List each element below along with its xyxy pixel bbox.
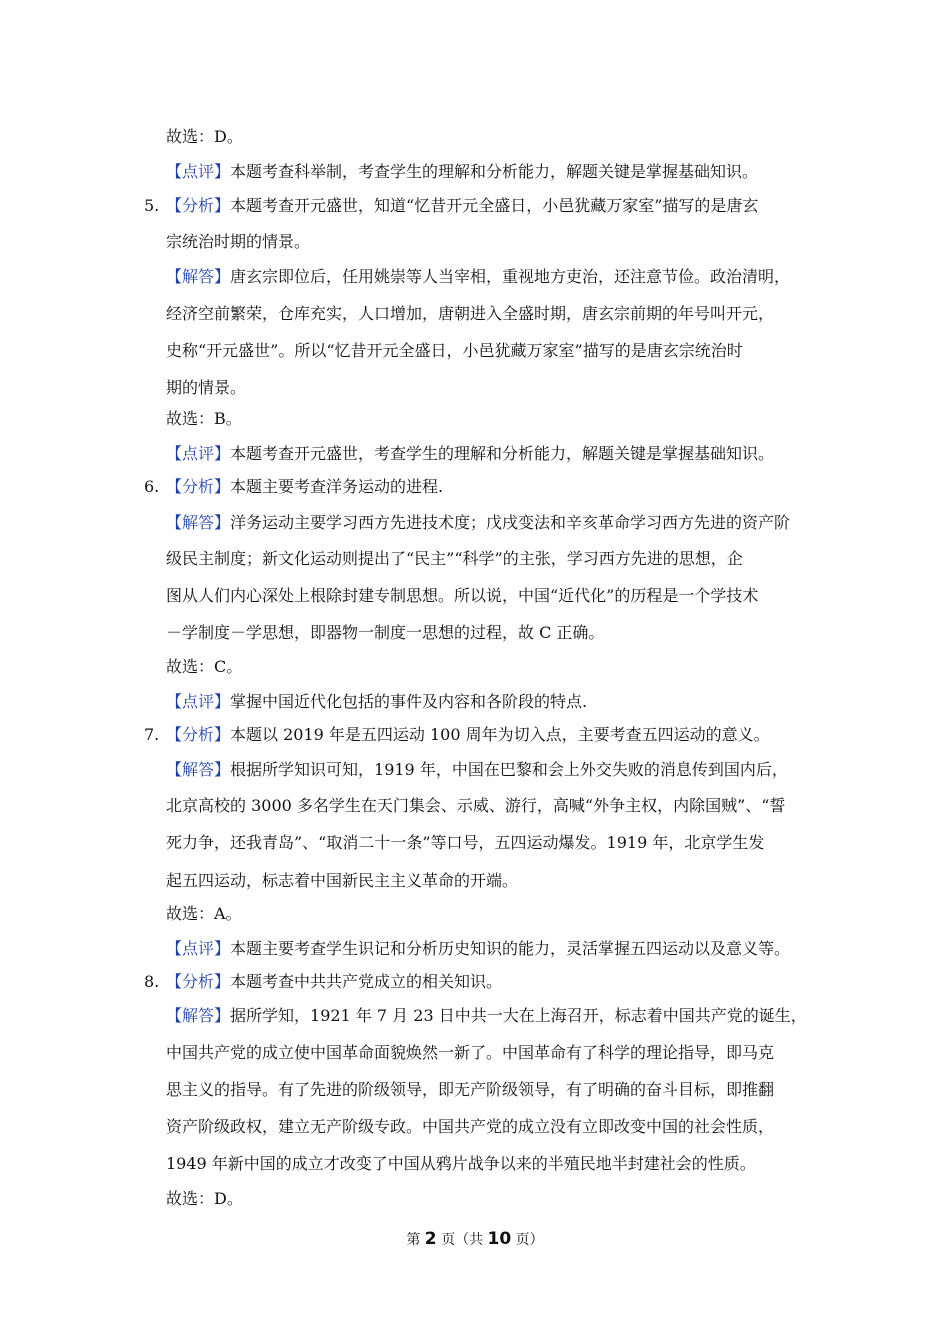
answer-line-5: 【解答】唐玄宗即位后，任用姚崇等人当宰相，重视地方吏治，还注意节俭。政治清明， — [166, 267, 791, 286]
answer-tag: 【解答】 — [166, 760, 231, 779]
question-number-8: 8. — [144, 972, 160, 991]
answer-line-7b: 北京高校的 3000 多名学生在天门集会、示威、游行，高喊“外争主权，内除国贼”、“誓 — [166, 796, 786, 815]
answer-line-6b: 级民主制度；新文化运动则提出了“民主”“科学”的主张，学习西方先进的思想，企 — [166, 549, 743, 568]
answer-line-5d: 期的情景。 — [166, 378, 247, 397]
select-line-6: 故选：C。 — [166, 657, 243, 676]
answer-line-7c: 死力争，还我青岛”、“取消二十一条”等口号，五四运动爆发。1919 年，北京学生发 — [166, 833, 765, 852]
comment-tag: 【点评】 — [166, 444, 231, 463]
answer-line-8e: 1949 年新中国的成立才改变了中国从鸦片战争以来的半殖民地半封建社会的性质。 — [166, 1154, 756, 1173]
answer-line-8: 【解答】据所学知，1921 年 7 月 23 日中共一大在上海召开，标志着中国共产党的诞生， — [166, 1006, 807, 1025]
analysis-line-7: 【分析】本题以 2019 年是五四运动 100 周年为切入点，主要考查五四运动的意义。 — [166, 725, 770, 744]
question-number-6: 6. — [144, 477, 160, 496]
answer-line-8d: 资产阶级政权，建立无产阶级专政。中国共产党的成立没有立即改变中国的社会性质， — [166, 1117, 775, 1136]
answer-line-8b: 中国共产党的成立使中国革命面貌焕然一新了。中国革命有了科学的理论指导，即马克 — [166, 1043, 775, 1062]
answer-line-5b: 经济空前繁荣，仓库充实，人口增加，唐朝进入全盛时期，唐玄宗前期的年号叫开元， — [166, 304, 775, 323]
page-number: 2 — [424, 1229, 437, 1249]
answer-line-6: 【解答】洋务运动主要学习西方先进技术度；戊戌变法和辛亥革命学习西方先进的资产阶 — [166, 513, 791, 532]
select-line-7: 故选：A。 — [166, 904, 242, 923]
analysis-line-6: 【分析】本题主要考查洋务运动的进程. — [166, 477, 444, 496]
analysis-tag: 【分析】 — [166, 972, 231, 991]
analysis-tag: 【分析】 — [166, 725, 231, 744]
answer-line-6d: －学制度－学思想，即器物一制度一思想的过程，故 C 正确。 — [166, 623, 605, 642]
answer-line-6c: 图从人们内心深处上根除封建专制思想。所以说，中国“近代化”的历程是一个学技术 — [166, 586, 759, 605]
analysis-line-5: 【分析】本题考查开元盛世，知道“忆昔开元全盛日，小邑犹藏万家室”描写的是唐玄 — [166, 196, 759, 215]
answer-tag: 【解答】 — [166, 513, 231, 532]
comment-tag: 【点评】 — [166, 939, 231, 958]
comment-line-6: 【点评】掌握中国近代化包括的事件及内容和各阶段的特点. — [166, 692, 588, 711]
answer-tag: 【解答】 — [166, 267, 231, 286]
page-total: 10 — [487, 1229, 512, 1249]
answer-line-5c: 史称“开元盛世”。所以“忆昔开元全盛日，小邑犹藏万家室”描写的是唐玄宗统治时 — [166, 341, 743, 360]
analysis-tag: 【分析】 — [166, 196, 231, 215]
comment-line-5: 【点评】本题考查开元盛世，考查学生的理解和分析能力，解题关键是掌握基础知识。 — [166, 444, 775, 463]
answer-line-7: 【解答】根据所学知识可知，1919 年，中国在巴黎和会上外交失败的消息传到国内后， — [166, 760, 788, 779]
question-number-5: 5. — [144, 196, 160, 215]
question-number-7: 7. — [144, 725, 160, 744]
select-line-5: 故选：B。 — [166, 409, 242, 428]
comment-tag: 【点评】 — [166, 162, 231, 181]
analysis-line-5b: 宗统治时期的情景。 — [166, 232, 311, 251]
page-footer: 第 2 页（共 10 页） — [406, 1229, 544, 1249]
comment-line-4: 【点评】本题考查科举制，考查学生的理解和分析能力，解题关键是掌握基础知识。 — [166, 162, 759, 181]
select-line-8: 故选：D。 — [166, 1189, 243, 1208]
answer-line-7d: 起五四运动，标志着中国新民主主义革命的开端。 — [166, 871, 519, 890]
analysis-line-8: 【分析】本题考查中共共产党成立的相关知识。 — [166, 972, 503, 991]
analysis-tag: 【分析】 — [166, 477, 231, 496]
comment-tag: 【点评】 — [166, 692, 231, 711]
answer-line-8c: 思主义的指导。有了先进的阶级领导，即无产阶级领导，有了明确的奋斗目标，即推翻 — [166, 1080, 775, 1099]
select-line-4: 故选：D。 — [166, 127, 243, 146]
comment-line-7: 【点评】本题主要考查学生识记和分析历史知识的能力，灵活掌握五四运动以及意义等。 — [166, 939, 791, 958]
answer-tag: 【解答】 — [166, 1006, 231, 1025]
